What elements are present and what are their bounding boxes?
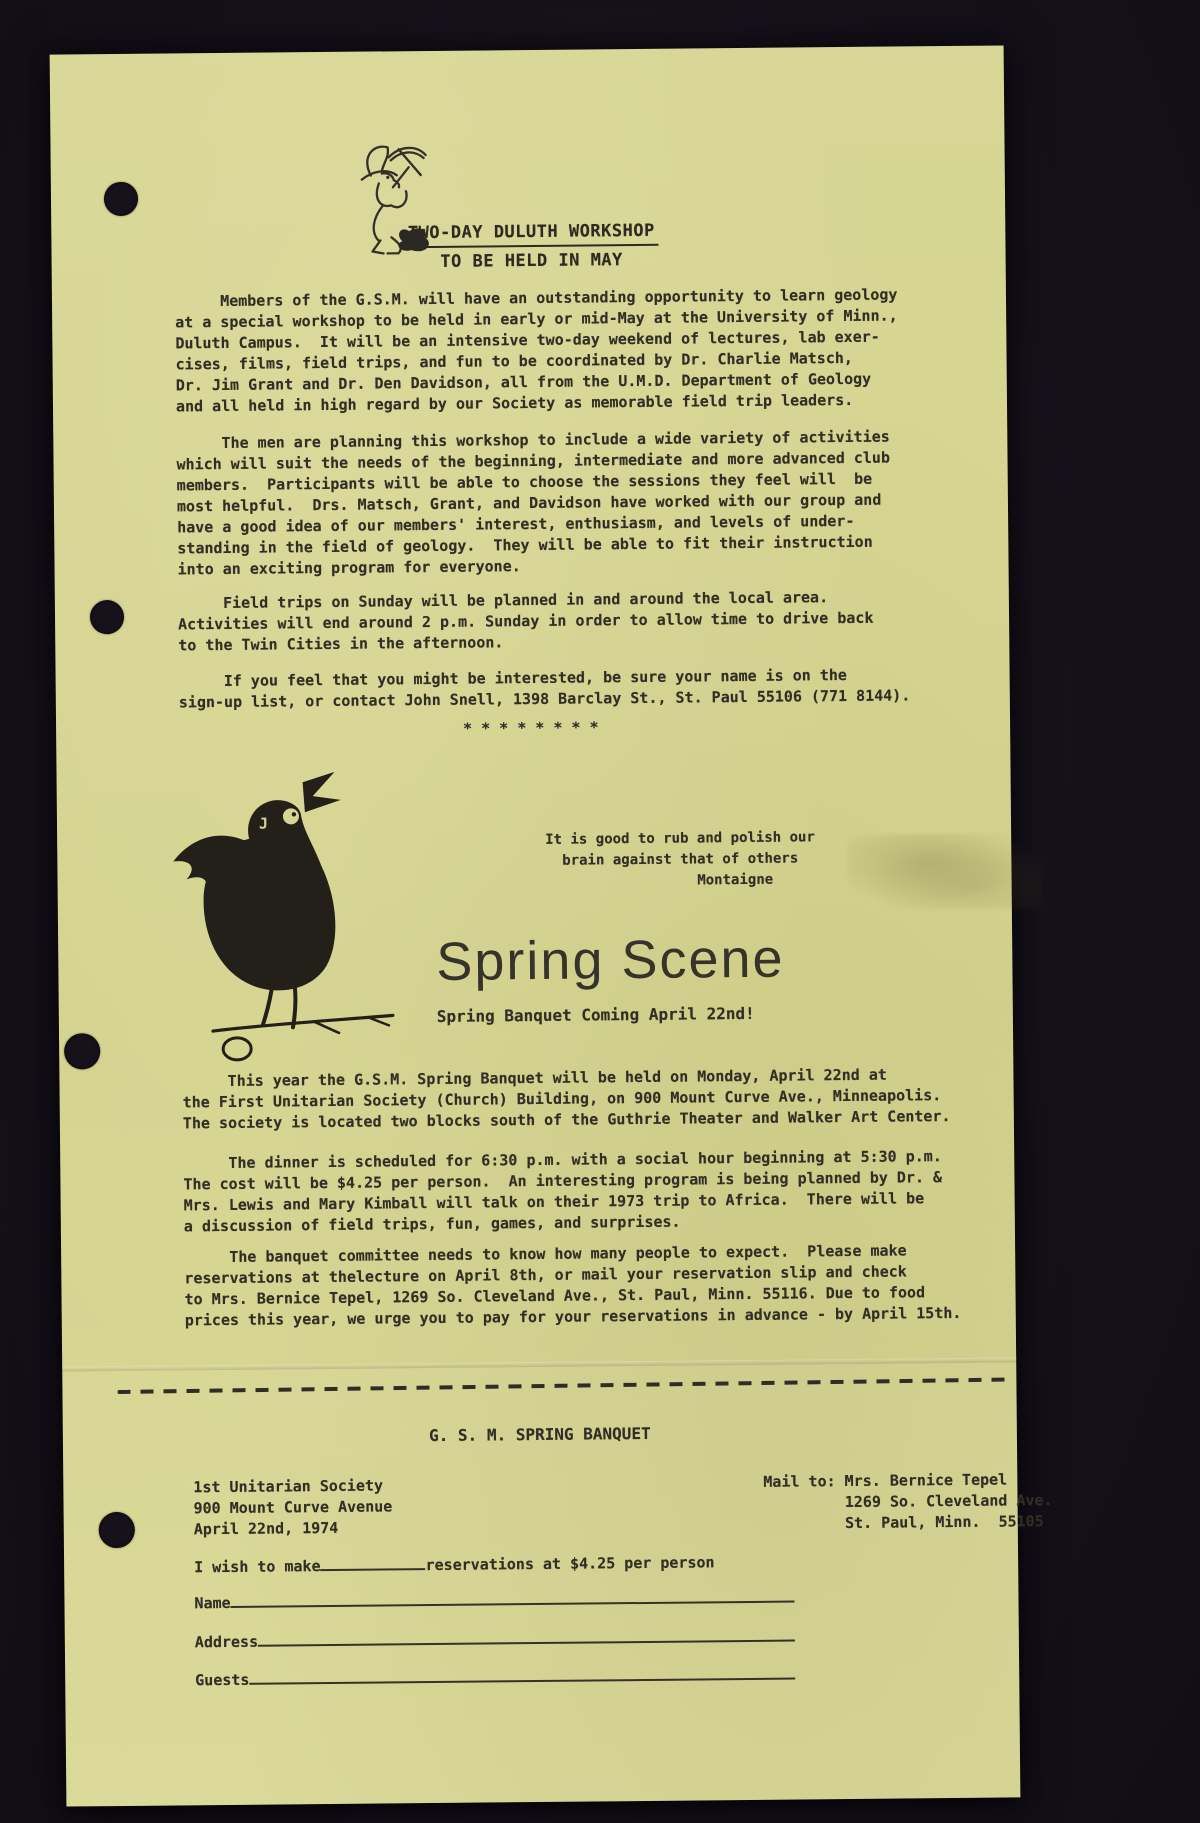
- reservation-count-blank: [320, 1555, 425, 1571]
- svg-text:J: J: [258, 814, 269, 833]
- songbird-illustration: [153, 769, 401, 1076]
- banquet-paragraph-2: The dinner is scheduled for 6:30 p.m. with a social hour beginning at 5:30 p.m. The cost will be $4.25 per person. An interesting program is being planned by Dr. & Mrs. Lewis and Mary Kimball will talk on their 1973 trip to Africa. There will be a discussion of field trips, fun, games, and surprises.: [183, 1147, 943, 1236]
- reservation-suffix: reservations at $4.25 per person: [425, 1553, 715, 1575]
- ink-showthrough-smudge: [847, 833, 1043, 910]
- reservation-prefix: I wish to make: [194, 1557, 321, 1577]
- banquet-paragraph-1: This year the G.S.M. Spring Banquet will be held on Monday, April 22nd at the First Unitarian Society (Church) Building, on 900 Mount Curve Ave., Minneapolis. The society is located two blocks south of the Guthrie Theater and Walker Art Center.: [182, 1065, 951, 1133]
- montaigne-quote: It is good to rub and polish our brain against that of others Montaigne: [545, 829, 815, 890]
- mail-to-block: Mail to: Mrs. Bernice Tepel 1269 So. Cleveland Ave. St. Paul, Minn. 55105: [763, 1470, 1053, 1533]
- asterisk-separator: * * * * * * * *: [463, 718, 599, 738]
- name-label: Name: [194, 1593, 231, 1613]
- workshop-title: [381, 219, 681, 275]
- guests-label: Guests: [195, 1670, 250, 1690]
- spring-banquet-subheading: Spring Banquet Coming April 22nd!: [436, 1003, 755, 1026]
- workshop-paragraph-3: Field trips on Sunday will be planned in and around the local area. Activities will end around 2 p.m. Sunday in order to allow time to drive back to the Twin Cities in the afternoon.: [177, 588, 874, 655]
- punch-hole: [64, 1033, 100, 1069]
- spring-scene-heading: Spring Scene: [436, 928, 785, 992]
- banquet-location-block: 1st Unitarian Society 900 Mount Curve Avenue April 22nd, 1974: [193, 1476, 393, 1539]
- reservation-form-title: G. S. M. SPRING BANQUET: [429, 1423, 651, 1446]
- workshop-paragraph-4: If you feel that you might be interested, be sure your name is on the sign-up list, or contact John Snell, 1398 Barclay St., St. Paul 55106 (771 8144).: [178, 665, 911, 712]
- newsletter-page: [50, 45, 1053, 1806]
- workshop-title-line1: TWO-DAY DULUTH WORKSHOP: [404, 219, 659, 248]
- punch-hole: [104, 182, 138, 216]
- workshop-paragraph-1: Members of the G.S.M. will have an outstanding opportunity to learn geology at a special workshop to be held in early or mid-May at the University of Minn., Duluth Campus. It will be an intensive two-day weekend of lectures, lab exer- cises, films, field trips, and fun to be coordinated by Dr. Charlie Matsch, Dr. Jim Grant and Dr. Den Davidson, all from the U.M.D. Department of Geology and all held in high regard by our Society as memorable field trip leaders.: [174, 285, 898, 416]
- address-label: Address: [194, 1632, 259, 1652]
- banquet-paragraph-3: The banquet committee needs to know how many people to expect. Please make reservations at thelecture on April 8th, or mail your reservation slip and check to Mrs. Bernice Tepel, 1269 So. Cleveland Ave., St. Paul, Minn. 55116. Due to food prices this year, we urge you to pay for your reservations in advance - by April 15th.: [184, 1241, 962, 1330]
- punch-hole: [99, 1512, 135, 1548]
- workshop-paragraph-2: The men are planning this workshop to include a wide variety of activities which will suit the needs of the beginning, intermediate and more advanced club members. Participants will be able to choose the sessions they feel will be most helpful. Drs. Matsch, Grant, and Davidson have worked with our group and have a good idea of our members' interest, enthusiasm, and levels of under- standing in the field of geology. They will be able to fit their instruction into an exciting program for everyone.: [176, 427, 891, 579]
- punch-hole: [90, 600, 124, 634]
- workshop-title-line2: TO BE HELD IN MAY: [440, 250, 623, 272]
